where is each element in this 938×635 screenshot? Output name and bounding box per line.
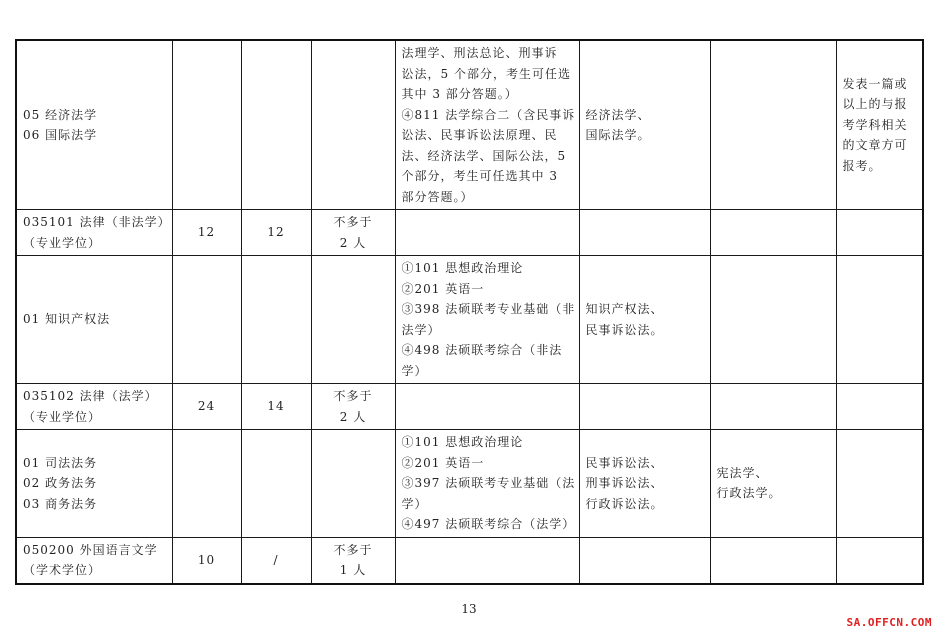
exam-subjects-cell: ①101 思想政治理论 ②201 英语一 ③398 法硕联考专业基础（非 法学） ④498 法硕联考综合（非法 学） bbox=[395, 256, 579, 384]
exam-subjects-cell: ①101 思想政治理论 ②201 英语一 ③397 法硕联考专业基础（法 学） ④497 法硕联考综合（法学） bbox=[395, 430, 579, 538]
direction-cell: 05 经济法学 06 国际法学 bbox=[16, 40, 172, 210]
admissions-table bbox=[15, 39, 924, 585]
notes-cell bbox=[836, 256, 923, 384]
plan-cell: 12 bbox=[172, 210, 241, 256]
non-fulltime-cell bbox=[311, 430, 395, 538]
table-row bbox=[16, 256, 923, 384]
plan-cell: 24 bbox=[172, 384, 241, 430]
recommend-cell: / bbox=[241, 537, 311, 584]
plan-cell: 10 bbox=[172, 537, 241, 584]
non-fulltime-cell: 不多于 2 人 bbox=[311, 210, 395, 256]
recommend-cell: 12 bbox=[241, 210, 311, 256]
recommend-cell bbox=[241, 256, 311, 384]
additional-test-cell bbox=[710, 537, 836, 584]
table-row bbox=[16, 210, 923, 256]
notes-cell bbox=[836, 537, 923, 584]
retest-subjects-cell: 经济法学、 国际法学。 bbox=[579, 40, 710, 210]
table-row bbox=[16, 384, 923, 430]
retest-subjects-cell bbox=[579, 384, 710, 430]
additional-test-cell bbox=[710, 40, 836, 210]
retest-subjects-cell bbox=[579, 537, 710, 584]
retest-subjects-cell bbox=[579, 210, 710, 256]
notes-cell: 发表一篇或 以上的与报 考学科相关 的文章方可 报考。 bbox=[836, 40, 923, 210]
plan-cell bbox=[172, 430, 241, 538]
exam-subjects-cell bbox=[395, 537, 579, 584]
notes-cell bbox=[836, 430, 923, 538]
plan-cell bbox=[172, 40, 241, 210]
notes-cell bbox=[836, 384, 923, 430]
additional-test-cell bbox=[710, 210, 836, 256]
major-cell: 035102 法律（法学） （专业学位） bbox=[16, 384, 172, 430]
major-cell: 050200 外国语言文学 （学术学位） bbox=[16, 537, 172, 584]
exam-subjects-cell bbox=[395, 210, 579, 256]
retest-subjects-cell: 民事诉讼法、 刑事诉讼法、 行政诉讼法。 bbox=[579, 430, 710, 538]
exam-subjects-cell bbox=[395, 384, 579, 430]
additional-test-cell bbox=[710, 256, 836, 384]
retest-subjects-cell: 知识产权法、 民事诉讼法。 bbox=[579, 256, 710, 384]
direction-cell: 01 知识产权法 bbox=[16, 256, 172, 384]
page-number: 13 bbox=[461, 602, 477, 616]
additional-test-cell: 宪法学、 行政法学。 bbox=[710, 430, 836, 538]
notes-cell bbox=[836, 210, 923, 256]
direction-cell: 01 司法法务 02 政务法务 03 商务法务 bbox=[16, 430, 172, 538]
recommend-cell bbox=[241, 40, 311, 210]
exam-subjects-cell: 法理学、刑法总论、刑事诉 讼法，5 个部分，考生可任选 其中 3 部分答题。） ④811 法学综合二（含民事诉 讼法、民事诉讼法原理、民 法、经济法学、国际公法，5 个部分，考生可任选其中 3 部分答题。） bbox=[395, 40, 579, 210]
plan-cell bbox=[172, 256, 241, 384]
recommend-cell bbox=[241, 430, 311, 538]
major-cell: 035101 法律（非法学） （专业学位） bbox=[16, 210, 172, 256]
additional-test-cell bbox=[710, 384, 836, 430]
table-row bbox=[16, 430, 923, 538]
non-fulltime-cell bbox=[311, 40, 395, 210]
table-row bbox=[16, 537, 923, 584]
watermark: SA.OFFCN.COM bbox=[846, 616, 932, 629]
recommend-cell: 14 bbox=[241, 384, 311, 430]
non-fulltime-cell: 不多于 1 人 bbox=[311, 537, 395, 584]
non-fulltime-cell: 不多于 2 人 bbox=[311, 384, 395, 430]
table-row bbox=[16, 40, 923, 210]
non-fulltime-cell bbox=[311, 256, 395, 384]
